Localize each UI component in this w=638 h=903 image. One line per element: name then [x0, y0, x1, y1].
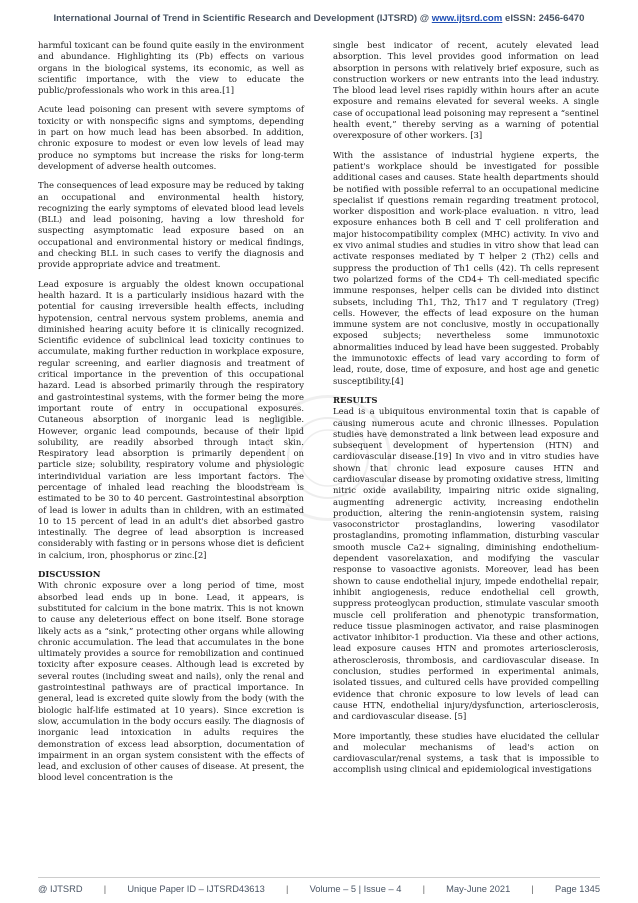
journal-name: International Journal of Trend in Scientific Research and Development (IJTSRD) @	[53, 13, 432, 24]
paragraph: Lead exposure is arguably the oldest known occupational health hazard. It is a particularly insidious hazard with the potential for causing irreversible health effects, including hypotension, central nervous system problems, anemia and diminished hearing acuity before it is clinically recognized. Scientific evidence of subclinical lead toxicity continues to accumulate, making further reduction in workplace exposure, regular screening, and earlier diagnosis and treatment of critical importance in the prevention of this occupational hazard. Lead is absorbed primarily through the respiratory and gastrointestinal systems, with the former being the more important route of entry in occupational exposures. Cutaneous absorption of inorganic lead is negligible. However, organic lead compounds, because of their lipid solubility, are readily absorbed through intact skin. Respiratory lead absorption is primarily dependent on particle size; solubility, respiratory volume and physiologic interindividual variation are less important factors. The percentage of inhaled lead reaching the bloodstream is estimated to be 30 to 40 percent. Gastrointestinal absorption of lead is lower in adults than in children, with an estimated 10 to 15 percent of lead in an adult's diet absorbed gastro intestinally. The degree of lead absorption is increased considerably with fasting or in persons whose diet is deficient in calcium, iron, phosphorus or zinc.[2]	[38, 278, 304, 560]
journal-url-link[interactable]: www.ijtsrd.com	[431, 13, 503, 24]
right-column	[333, 40, 599, 784]
paragraph: Acute lead poisoning can present with severe symptoms of toxicity or with nonspecific signs and symptoms, depending in part on how much lead has been absorbed. In addition, chronic exposure to modest or even low levels of lead may produce no symptoms but increase the risks for long-term development of adverse health outcomes.	[38, 104, 304, 171]
paragraph: The consequences of lead exposure may be reduced by taking an occupational and environmental health history, recognizing the early symptoms of elevated blood lead levels (BLL) and lead poisoning, having a low threshold for suspecting asymptomatic lead exposure based on an occupational and environmental history or medical findings, and checking BLL in such cases to verify the diagnosis and provide appropriate advice and treatment.	[38, 180, 304, 270]
footer-separator: |	[422, 884, 425, 894]
footer-volume: Volume – 5 | Issue – 4	[309, 884, 402, 894]
journal-header	[0, 13, 638, 24]
page-footer	[38, 884, 600, 894]
section-heading-discussion: DISCUSSION	[38, 569, 101, 580]
paragraph: Lead is a ubiquitous environmental toxin that is capable of causing numerous acute and chronic illnesses. Population studies have demonstrated a link between lead exposure and subsequent development of hypertension (HTN) and cardiovascular disease.[19] In vivo and in vitro studies have shown that chronic lead exposure causes HTN and cardiovascular disease by promoting oxidative stress, limiting nitric oxide availability, impairing nitric oxide signaling, augmenting adrenergic activity, increasing endothelin production, altering the renin-angiotensin system, raising vasoconstrictor prostaglandins, lowering vasodilator prostaglandins, promoting inflammation, disturbing vascular smooth muscle Ca2+ signaling, diminishing endothelium-dependent vasorelaxation, and modifying the vascular response to vasoactive agonists. Moreover, lead has been shown to cause endothelial injury, impede endothelial repair, inhibit angiogenesis, reduce endothelial cell growth, suppress proteoglycan production, stimulate vascular smooth muscle cell proliferation and phenotypic transformation, reduce tissue plasminogen activator, and raise plasminogen activator inhibitor-1 production. Via these and other actions, lead exposure causes HTN and promotes arteriosclerosis, atherosclerosis, thrombosis, and cardiovascular disease. In conclusion, studies performed in experimental animals, isolated tissues, and cultured cells have provided compelling evidence that chronic exposure to low levels of lead can cause HTN, endothelial injury/dysfunction, arteriosclerosis, and cardiovascular disease. [5]	[333, 406, 599, 722]
footer-separator: |	[531, 884, 534, 894]
footer-divider	[38, 877, 600, 878]
paragraph: harmful toxicant can be found quite easily in the environment and abundance. Highlighting its (Pb) effects on various organs in the biological systems, its economic, as well as scientific importance, with the view to educate the public/professionals who work in this area.[1]	[38, 40, 304, 96]
footer-date: May-June 2021	[446, 884, 511, 894]
journal-issn: eISSN: 2456-6470	[502, 13, 585, 24]
footer-page-number: Page 1345	[555, 884, 600, 894]
footer-site: @ IJTSRD	[38, 884, 83, 894]
paragraph: With the assistance of industrial hygiene experts, the patient's workplace should be investigated for possible additional cases and causes. State health departments should be notified with possible referral to an occupational medicine specialist if questions remain regarding treatment protocol, worker disposition and work-place evaluation. n vitro, lead exposure enhances both B cell and T cell proliferation and major histocompatibility complex (MHC) activity. In vivo and ex vivo animal studies and studies in vitro show that lead can activate responses mediated by T helper 2 (Th2) cells and suppress the production of Th1 cells (42). Th cells represent two polarized forms of the CD4+ Th cell-mediated specific immune responses, helper cells can be divided into distinct subsets, including Th1, Th2, Th17 and T regulatory (Treg) cells. However, the effects of lead exposure on the human immune system are not conclusive, mostly in occupationally exposed subjects; nevertheless some immunotoxic abnormalities induced by lead have been suggested. Probably the immunotoxic effects of lead vary according to form of lead, route, dose, time of exposure, and host age and genetic susceptibility.[4]	[333, 149, 599, 386]
section-heading-results: RESULTS	[333, 394, 378, 405]
paragraph: With chronic exposure over a long period of time, most absorbed lead ends up in bone. Lead, it appears, is substituted for calcium in the bone matrix. This is not known to cause any deleterious effect on bone itself. Bone storage likely acts as a “sink,” protecting other organs while allowing chronic accumulation. The lead that accumulates in the bone ultimately provides a source for remobilization and continued toxicity after exposure ceases. Although lead is excreted by several routes (including sweat and nails), only the renal and gastrointestinal pathways are of practical importance. In general, lead is excreted quite slowly from the body (with the biologic half-life estimated at 10 years). Since excretion is slow, accumulation in the body occurs easily. The diagnosis of inorganic lead intoxication in adults requires the demonstration of excess lead absorption, documentation of impairment in an organ system consistent with the effects of lead, and exclusion of other causes of disease. At present, the blood level concentration is the	[38, 580, 304, 783]
paragraph: single best indicator of recent, acutely elevated lead absorption. This level provides good information on lead absorption in persons with relatively brief exposure, such as construction workers or new entrants into the lead industry. The blood lead level rises rapidly within hours after an acute exposure and remains elevated for several weeks. A single case of occupational lead poisoning may represent a “sentinel health event,” thereby serving as a warning of potential overexposure of other workers. [3]	[333, 40, 599, 141]
footer-separator: |	[285, 884, 289, 894]
footer-separator: |	[103, 884, 107, 894]
paragraph: More importantly, these studies have elucidated the cellular and molecular mechanisms of lead's action on cardiovascular/renal systems, a task that is impossible to accomplish using clinical and epidemiological investigations	[333, 730, 599, 775]
footer-paper-id: Unique Paper ID – IJTSRD43613	[127, 884, 265, 894]
left-column	[38, 40, 304, 792]
